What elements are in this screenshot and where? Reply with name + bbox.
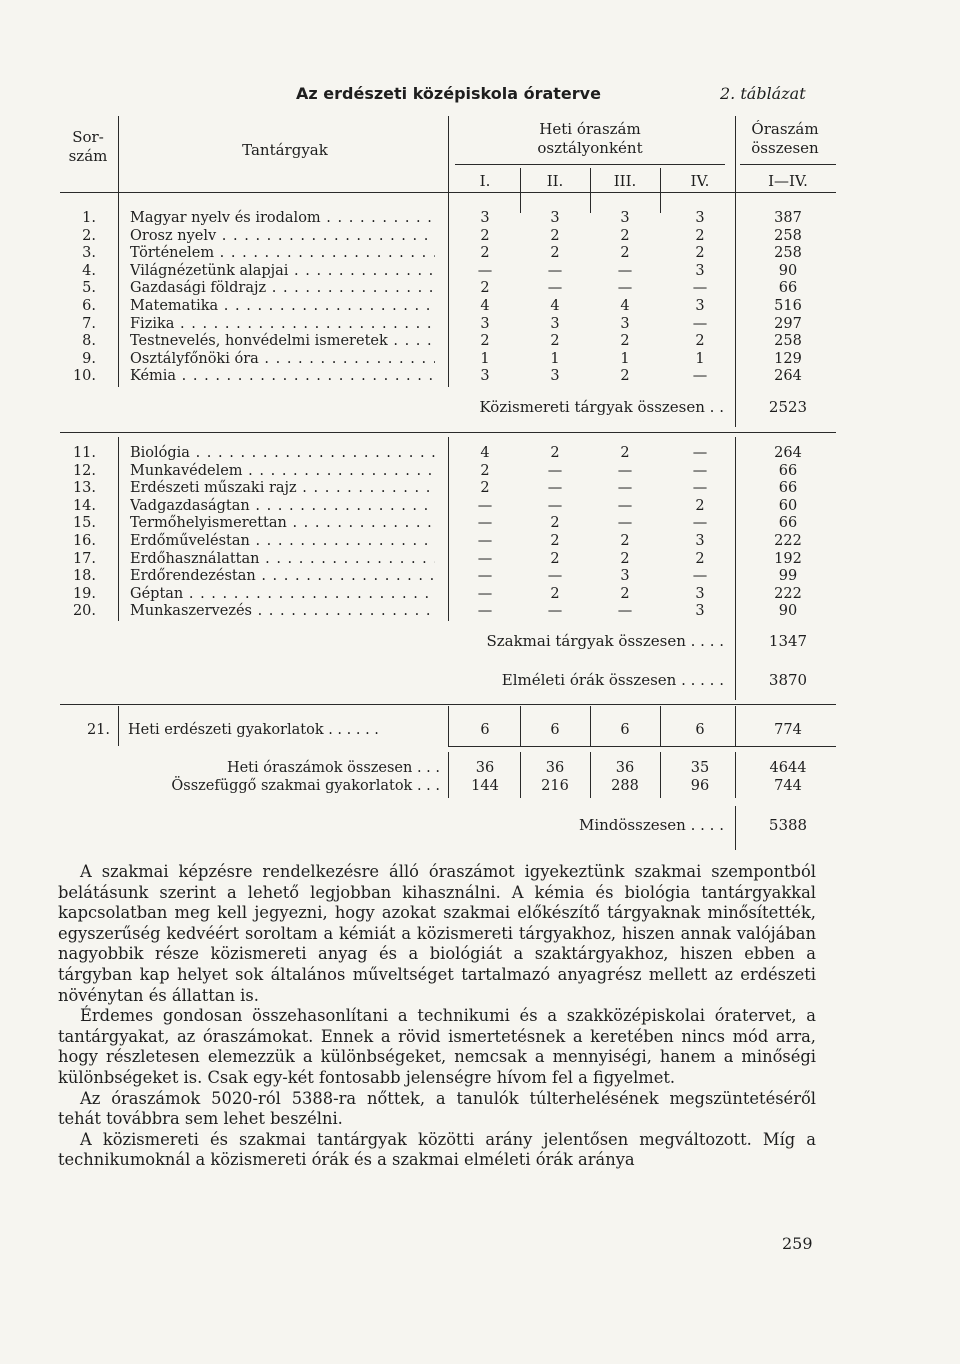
subject-name: Erdőhasználattan . . .: [130, 550, 435, 568]
header-year-1: I.: [479, 172, 491, 190]
row-21-total: 774: [774, 722, 802, 738]
vline-g2-total: [735, 437, 736, 667]
row-number: 7.: [82, 315, 96, 332]
paragraph-1: A szakmai képzésre rendelkezésre álló óraszámot igyekeztünk szakmai szempontból belátásunk szerint a lehető legjobban kihasználni. A kémia és biológia tantárgyakkal kapcsolatban meg kell jegyezni, hogy azokat szakmai előkészítő tárgyaknak minősítették, egyszerűség kedvéért soroltam a kémiát a közismereti tárgyakhoz, hiszen annak valójában nagyobbik része közismereti anyag és a biológiát a szaktárgyakhoz, hiszen ebben a tárgyban kap helyet sok általános műveltséget tartalmazó anyagrész mellett az erdészeti növénytan és állattan is.: [58, 862, 816, 1005]
year-1-value: 2: [480, 480, 490, 497]
szakmai-total-value: 1347: [768, 632, 808, 650]
vline-r21-heti: [448, 706, 449, 746]
paragraph-3: Az óraszámok 5020-ról 5388-ra nőttek, a tanulók túlterhelésének megszüntetéséről tehát továbbra sem lehet beszélni.: [58, 1088, 816, 1129]
year-2-value: —: [547, 603, 563, 620]
kozismereti-total-label: Közismereti tárgyak összesen . .: [479, 398, 724, 416]
year-3-value: —: [617, 497, 633, 514]
heti-osszes-year-2: 36: [545, 760, 565, 776]
total-value: 222: [774, 533, 802, 549]
year-1-value: 3: [480, 210, 490, 226]
year-2-value: 2: [550, 533, 560, 549]
vline-sum-total: [735, 752, 736, 798]
year-4-value: 3: [695, 603, 705, 620]
vline-g1-heti: [448, 193, 449, 387]
year-2-value: 2: [550, 515, 560, 532]
osszefuggo-label: Összefüggő szakmai gyakorlatok . . .: [171, 778, 440, 794]
year-1-value: 4: [480, 298, 490, 314]
total-value: 258: [774, 227, 802, 244]
row-number: 5.: [82, 280, 96, 297]
row-number: 8.: [82, 333, 96, 350]
kozismereti-total-value: 2523: [768, 398, 808, 416]
vline-left-tantargy: [118, 116, 119, 192]
subject-name: Munkavédelem . . .: [130, 462, 435, 480]
row-number: 19.: [72, 585, 96, 602]
header-rule-heti: [455, 164, 725, 165]
year-3-value: —: [617, 462, 633, 479]
row-21-subject: Heti erdészeti gyakorlatok . . . . . .: [128, 722, 379, 738]
subject-name: Orosz nyelv . . .: [130, 227, 435, 245]
elmeleti-total-value: 3870: [768, 671, 808, 689]
row-21-year-1: 6: [480, 722, 490, 738]
year-4-value: 3: [695, 533, 705, 549]
table-reference: 2. táblázat: [720, 84, 806, 103]
total-value: 258: [774, 245, 802, 262]
row-number: 20.: [72, 603, 96, 620]
header-rule-total: [740, 164, 836, 165]
year-1-value: —: [477, 550, 493, 567]
year-2-value: —: [547, 497, 563, 514]
year-1-value: —: [477, 568, 493, 585]
osszefuggo-year-3: 288: [611, 778, 639, 794]
row-21-year-4: 6: [695, 722, 705, 738]
mindosszesen-value: 5388: [768, 816, 808, 834]
total-value: 60: [778, 497, 798, 514]
row-number: 17.: [72, 550, 96, 567]
year-1-value: 4: [480, 445, 490, 461]
row-21-year-3: 6: [620, 722, 630, 738]
year-2-value: 2: [550, 585, 560, 602]
year-2-value: 3: [550, 210, 560, 226]
year-1-value: 2: [480, 462, 490, 479]
year-1-value: —: [477, 515, 493, 532]
total-value: 264: [774, 368, 802, 385]
subject-name: Biológia . . .: [130, 444, 435, 462]
year-2-value: 2: [550, 445, 560, 461]
year-4-value: 1: [695, 350, 705, 367]
year-3-value: —: [617, 515, 633, 532]
year-1-value: —: [477, 585, 493, 602]
year-3-value: 2: [620, 245, 630, 262]
row-21-year-2: 6: [550, 722, 560, 738]
year-3-value: 3: [620, 210, 630, 226]
total-value: 66: [778, 280, 798, 297]
year-2-value: 1: [550, 350, 560, 367]
header-year-2: II.: [546, 172, 564, 190]
vline-r21-total: [735, 706, 736, 746]
row-number: 13.: [72, 480, 96, 497]
year-3-value: —: [617, 480, 633, 497]
year-2-value: —: [547, 262, 563, 279]
vline-g1-y2: [590, 193, 591, 213]
vline-year-2: [590, 168, 591, 192]
row-number: 2.: [82, 227, 96, 244]
year-2-value: 2: [550, 333, 560, 350]
year-2-value: —: [547, 480, 563, 497]
vline-g2-heti: [448, 437, 449, 621]
vline-sum-y3: [660, 752, 661, 798]
subject-name: Történelem . . .: [130, 244, 435, 262]
year-1-value: 2: [480, 227, 490, 244]
year-1-value: 1: [480, 350, 490, 367]
osszefuggo-year-2: 216: [541, 778, 569, 794]
year-2-value: 2: [550, 245, 560, 262]
year-2-value: —: [547, 280, 563, 297]
total-value: 516: [774, 298, 802, 314]
vline-year-3: [660, 168, 661, 192]
year-3-value: —: [617, 280, 633, 297]
year-4-value: 3: [695, 585, 705, 602]
osszefuggo-year-4: 96: [690, 778, 710, 794]
total-value: 66: [778, 515, 798, 532]
row-21-number: 21.: [86, 722, 110, 738]
subject-name: Vadgazdaságtan . . .: [130, 497, 435, 515]
total-value: 258: [774, 333, 802, 350]
row-number: 6.: [82, 298, 96, 314]
page-title: Az erdészeti középiskola óraterve: [296, 84, 601, 103]
vline-sum-y2: [590, 752, 591, 798]
vline-g1-tantargy: [118, 193, 119, 387]
osszefuggo-total: 744: [774, 778, 802, 794]
heti-osszes-year-3: 36: [615, 760, 635, 776]
year-3-value: 3: [620, 315, 630, 332]
subject-name: Matematika . . .: [130, 297, 435, 315]
year-4-value: —: [692, 480, 708, 497]
year-1-value: —: [477, 533, 493, 549]
divider-after-kozismereti: [60, 432, 836, 433]
year-4-value: 3: [695, 262, 705, 279]
row-number: 18.: [72, 568, 96, 585]
total-value: 90: [778, 262, 798, 279]
year-4-value: —: [692, 315, 708, 332]
year-3-value: 4: [620, 298, 630, 314]
row-number: 16.: [72, 533, 96, 549]
vline-r21-tantargy: [118, 706, 119, 746]
subject-name: Erdőrendezéstan . . .: [130, 567, 435, 585]
header-tantargyak: Tantárgyak: [242, 141, 328, 159]
year-3-value: 2: [620, 533, 630, 549]
total-value: 90: [778, 603, 798, 620]
divider-after-row-21: [448, 746, 836, 747]
year-3-value: 2: [620, 227, 630, 244]
vline-g1-y3: [660, 193, 661, 213]
total-value: 129: [774, 350, 802, 367]
year-4-value: 2: [695, 245, 705, 262]
row-number: 1.: [82, 210, 96, 226]
year-1-value: 3: [480, 368, 490, 385]
subject-name: Termőhelyismerettan . . .: [130, 514, 435, 532]
total-value: 297: [774, 315, 802, 332]
paragraph-2: Érdemes gondosan összehasonlítani a technikumi és a szakközépiskolai óratervet, a tantárgyakat, az óraszámokat. Ennek a rövid ismertetésnek a keretében nincs mód arra, hogy részletesen elemezzük a különbségeket, nemcsak a mennyiségi, hanem a minőségi különbségeket is. Csak egy-két fontosabb jelenségre hívom fel a figyelmet.: [58, 1006, 816, 1087]
heti-osszes-year-4: 35: [690, 760, 710, 776]
total-value: 66: [778, 462, 798, 479]
year-4-value: —: [692, 568, 708, 585]
subject-name: Munkaszervezés . . .: [130, 602, 435, 620]
total-value: 222: [774, 585, 802, 602]
year-4-value: 2: [695, 497, 705, 514]
vline-mindosszesen: [735, 806, 736, 850]
vline-r21-y2: [590, 706, 591, 746]
subject-name: Gazdasági földrajz . . .: [130, 279, 435, 297]
total-value: 192: [774, 550, 802, 567]
subject-name: Testnevelés, honvédelmi ismeretek . . .: [130, 332, 435, 350]
header-year-4: IV.: [690, 172, 710, 190]
header-oraszam-osszesen: Óraszám összesen: [751, 120, 819, 157]
year-4-value: 3: [695, 210, 705, 226]
year-4-value: 2: [695, 550, 705, 567]
year-3-value: —: [617, 603, 633, 620]
year-3-value: 2: [620, 445, 630, 461]
row-number: 11.: [72, 445, 96, 461]
header-sorszam: Sor- szám: [68, 128, 108, 165]
year-4-value: —: [692, 280, 708, 297]
year-4-value: 2: [695, 227, 705, 244]
total-value: 264: [774, 445, 802, 461]
heti-osszes-label: Heti óraszámok összesen . . .: [226, 760, 440, 776]
szakmai-total-label: Szakmai tárgyak összesen . . . .: [486, 632, 724, 650]
vline-g1-total: [735, 193, 736, 427]
subject-name: Világnézetünk alapjai . . .: [130, 262, 435, 280]
year-2-value: 4: [550, 298, 560, 314]
vline-g1-y1: [520, 193, 521, 213]
subject-name: Géptan . . .: [130, 585, 435, 603]
vline-r21-y3: [660, 706, 661, 746]
vline-year-1: [520, 168, 521, 192]
body-text: [58, 862, 816, 1171]
year-3-value: 2: [620, 550, 630, 567]
header-heti-oraszam: Heti óraszám osztályonként: [537, 120, 643, 157]
paragraph-4: A közismereti és szakmai tantárgyak közötti arány jelentősen megváltozott. Míg a technikumoknál a közismereti órák és a szakmai elméleti órák aránya: [58, 1129, 816, 1170]
row-number: 12.: [72, 462, 96, 479]
subject-name: Fizika . . .: [130, 315, 435, 333]
heti-osszes-year-1: 36: [475, 760, 495, 776]
heti-osszes-total: 4644: [769, 760, 807, 776]
row-number: 3.: [82, 245, 96, 262]
osszefuggo-year-1: 144: [471, 778, 499, 794]
year-4-value: 2: [695, 333, 705, 350]
year-4-value: —: [692, 368, 708, 385]
total-value: 387: [774, 210, 802, 226]
year-3-value: 2: [620, 585, 630, 602]
divider-after-elmeleti: [60, 704, 836, 705]
row-number: 4.: [82, 262, 96, 279]
subject-name: Erdészeti műszaki rajz . . .: [130, 479, 435, 497]
row-number: 14.: [72, 497, 96, 514]
year-1-value: 2: [480, 333, 490, 350]
vline-g2-tantargy: [118, 437, 119, 621]
year-2-value: —: [547, 462, 563, 479]
page-number: 259: [782, 1234, 813, 1253]
year-2-value: 2: [550, 227, 560, 244]
elmeleti-total-label: Elméleti órák összesen . . . . .: [501, 671, 724, 689]
subject-name: Erdőműveléstan . . .: [130, 532, 435, 550]
vline-sum-heti: [448, 752, 449, 798]
year-1-value: —: [477, 262, 493, 279]
row-number: 9.: [82, 350, 96, 367]
year-3-value: 2: [620, 368, 630, 385]
subject-name: Magyar nyelv és irodalom . . .: [130, 209, 435, 227]
vline-left-heti: [448, 116, 449, 192]
total-value: 66: [778, 480, 798, 497]
vline-elmeleti-total: [735, 660, 736, 700]
subject-name: Kémia . . .: [130, 367, 435, 385]
year-2-value: —: [547, 568, 563, 585]
year-2-value: 3: [550, 315, 560, 332]
year-1-value: —: [477, 603, 493, 620]
year-4-value: 3: [695, 298, 705, 314]
year-3-value: 2: [620, 333, 630, 350]
year-4-value: —: [692, 445, 708, 461]
total-value: 99: [778, 568, 798, 585]
row-number: 15.: [72, 515, 96, 532]
subject-name: Osztályfőnöki óra . . .: [130, 350, 435, 368]
year-4-value: —: [692, 515, 708, 532]
mindosszesen-label: Mindösszesen . . . .: [578, 816, 724, 834]
header-year-total: I—IV.: [768, 172, 808, 190]
vline-r21-y1: [520, 706, 521, 746]
row-number: 10.: [72, 368, 96, 385]
vline-sum-y1: [520, 752, 521, 798]
year-1-value: 3: [480, 315, 490, 332]
year-1-value: 2: [480, 280, 490, 297]
year-4-value: —: [692, 462, 708, 479]
year-2-value: 3: [550, 368, 560, 385]
year-2-value: 2: [550, 550, 560, 567]
year-3-value: 3: [620, 568, 630, 585]
year-1-value: 2: [480, 245, 490, 262]
header-year-3: III.: [613, 172, 637, 190]
year-3-value: 1: [620, 350, 630, 367]
vline-left-total: [735, 116, 736, 192]
year-3-value: —: [617, 262, 633, 279]
year-1-value: —: [477, 497, 493, 514]
